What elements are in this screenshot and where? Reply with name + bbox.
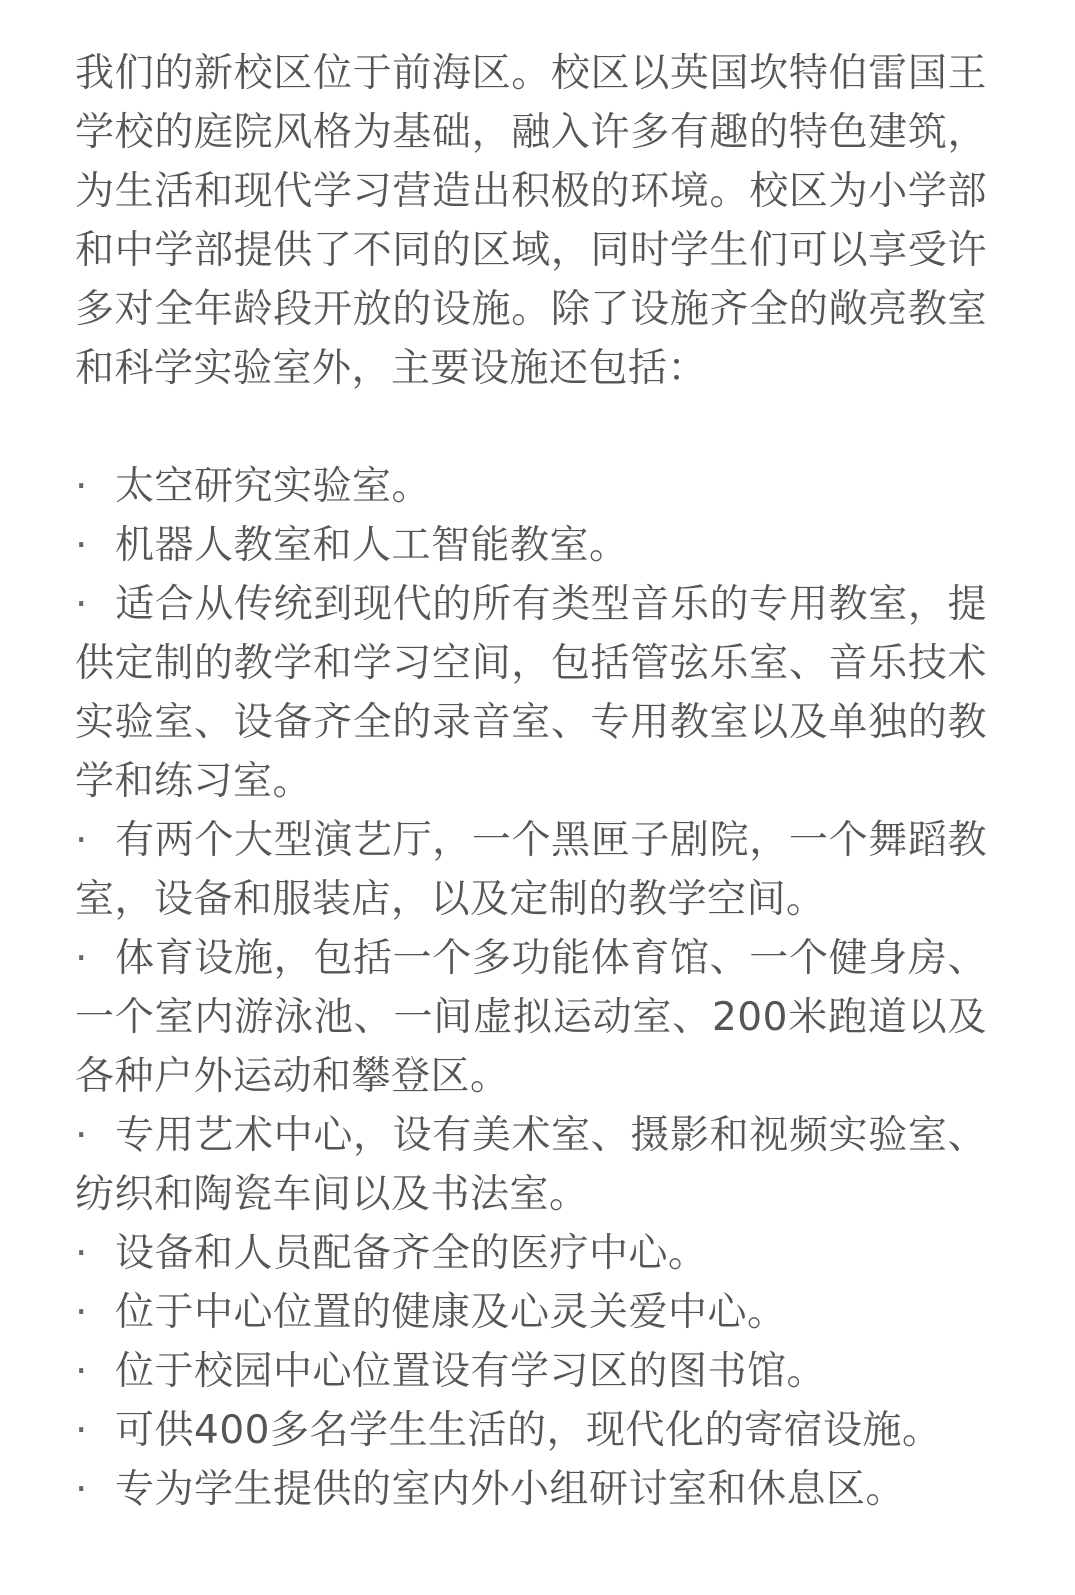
list-item-medical-center [75,1224,987,1283]
bullet-icon: · [75,582,88,627]
bullet-icon: · [75,1408,88,1453]
facilities-list [75,457,987,1519]
list-item-wellbeing-center [75,1283,987,1342]
paragraph-spacer [75,398,987,457]
list-item-performing-arts [75,811,987,929]
intro-paragraph: 我们的新校区位于前海区。校区以英国坎特伯雷国王学校的庭院风格为基础，融入许多有趣的特色建筑，为生活和现代学习营造出积极的环境。校区为小学部和中学部提供了不同的区域，同时学生们可以享受许多对全年龄段开放的设施。除了设施齐全的敞亮教室和科学实验室外，主要设施还包括： [75,51,987,391]
bullet-icon: · [75,523,88,568]
list-item-text: 体育设施，包括一个多功能体育馆、一个健身房、一个室内游泳池、一间虚拟运动室、200米跑道以及各种户外运动和攀登区。 [75,936,987,1099]
list-item-art-center [75,1106,987,1224]
document-body [75,44,987,1519]
bullet-icon: · [75,1290,88,1335]
list-item-text: 适合从传统到现代的所有类型音乐的专用教室，提供定制的教学和学习空间，包括管弦乐室、音乐技术实验室、设备齐全的录音室、专用教室以及单独的教学和练习室。 [75,582,987,804]
list-item-text: 可供400多名学生生活的，现代化的寄宿设施。 [115,1408,942,1453]
list-item-text: 设备和人员配备齐全的医疗中心。 [115,1231,708,1276]
bullet-icon: · [75,1349,88,1394]
bullet-icon: · [75,936,88,981]
list-item-sports [75,929,987,1106]
list-item-text: 机器人教室和人工智能教室。 [115,523,629,568]
list-item-text: 位于校园中心位置设有学习区的图书馆。 [115,1349,827,1394]
bullet-icon: · [75,818,88,863]
list-item-text: 太空研究实验室。 [115,464,432,509]
list-item-boarding [75,1401,987,1460]
list-item-text: 专用艺术中心，设有美术室、摄影和视频实验室、纺织和陶瓷车间以及书法室。 [75,1113,987,1217]
list-item-text: 有两个大型演艺厅，一个黑匣子剧院，一个舞蹈教室，设备和服装店，以及定制的教学空间。 [75,818,987,922]
list-item-study-lounge [75,1460,987,1519]
bullet-icon: · [75,1467,88,1512]
list-item-text: 专为学生提供的室内外小组研讨室和休息区。 [115,1467,906,1512]
bullet-icon: · [75,464,88,509]
list-item-text: 位于中心位置的健康及心灵关爱中心。 [115,1290,787,1335]
list-item-robotics-ai [75,516,987,575]
list-item-music [75,575,987,811]
bullet-icon: · [75,1231,88,1276]
bullet-icon: · [75,1113,88,1158]
list-item-library [75,1342,987,1401]
list-item-space-lab [75,457,987,516]
